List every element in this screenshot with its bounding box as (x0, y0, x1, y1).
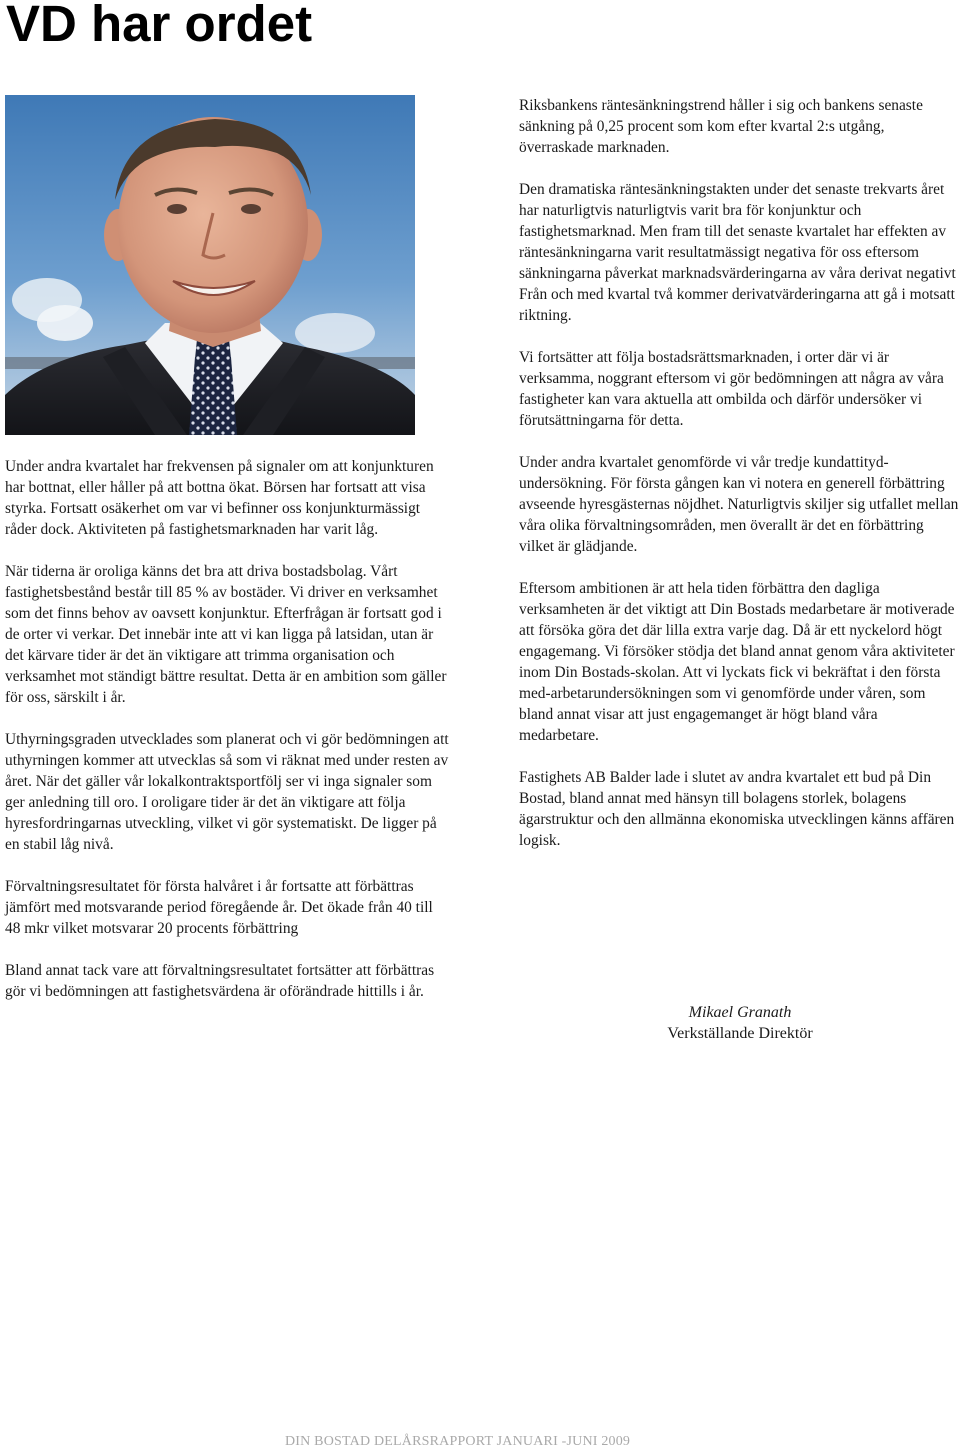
ceo-portrait-photo (5, 95, 415, 435)
paragraph: Eftersom ambitionen är att hela tiden förbättra den dagliga verksamheten är det viktigt att Din Bostads medarbetare är motiverade att försöka göra det där lilla extra varje dag. Då är ett nyckelord högt engagemang. Vi försöker stödja det bland annat genom våra aktiviteter inom Din Bostads-skolan. Att vi lyckats fick vi bekräftat i den första med-arbetarundersökningen som vi genomförde under våren, som bland annat visar att just engagemanget är högt bland våra medarbetare. (519, 580, 955, 744)
paragraph: Uthyrningsgraden utvecklades som planerat och vi gör bedömningen att uthyrningen kommer att utvecklas så som vi räknat med under resten av året. När det gäller vår lokalkontraktsportfölj ser vi inga signaler som ger anledning till oro. I oroligare tider är det än viktigare att följa hyresfordringarnas utveckling, vilket vi gör systematiskt. De ligger på en stabil låg nivå. (5, 731, 449, 853)
page-title: VD har ordet (6, 0, 313, 52)
page-footer: DIN BOSTAD DELÅRSRAPPORT JANUARI -JUNI 2009 (285, 1434, 631, 1449)
paragraph: Den dramatiska räntesänkningstakten under det senaste trekvarts året har naturligtvis naturligtvis varit bra för konjunktur och fastighetsmarknad. Men fram till det senaste kvartalet har effekten av räntesänkningarna varit resultatmässigt negativa för oss eftersom sänkningarna påverkat marknadsvärderingarna av våra derivat negativt Från och med kvartal två kommer derivatvärderingarna att gå i motsatt riktning. (519, 181, 956, 324)
paragraph: Under andra kvartalet genomförde vi vår tredje kundattityd-undersökning. För första gången kan vi notera en generell förbättring avseende hyresgästernas nöjdhet. Naturligtvis skiljer sig utfallet mellan våra olika förvaltningsområden, men överallt är det en förbättring vilket är glädjande. (519, 454, 959, 555)
paragraph: När tiderna är oroliga känns det bra att driva bostadsbolag. Vårt fastighetsbestånd består till 85 % av bostäder. Vi driver en verksamhet som det finns behov av oavsett konjunktur. Efterfrågan är fortsatt god i de orter vi verkar. Det innebär inte att vi kan ligga på latsidan, utan är det kärvare tider är det än viktigare att trimma organisation och verksamhet mot ständigt bättre resultat. Detta är en ambition som gäller för oss, särskilt i år. (5, 563, 447, 706)
signature-name: Mikael Granath (688, 1004, 792, 1021)
right-column (519, 95, 959, 872)
paragraph: Vi fortsätter att följa bostadsrättsmarknaden, i orter där vi är verksamma, noggrant eftersom vi gör bedömningen att några av våra fastigheter kan vara aktuella att ombilda och därför undersöker vi förutsättningarna för detta. (519, 349, 944, 429)
paragraph: Förvaltningsresultatet för första halvåret i år fortsatte att förbättras jämfört med motsvarande period föregående år. Det ökade från 40 till 48 mkr vilket motsvarar 20 procents förbättring (5, 878, 433, 937)
left-column (5, 456, 450, 1023)
paragraph: Riksbankens räntesänkningstrend håller i sig och bankens senaste sänkning på 0,25 procent som kom efter kvartal 2:s utgång, överraskade marknaden. (519, 97, 923, 156)
signature-role: Verkställande Direktör (667, 1025, 813, 1042)
paragraph: Bland annat tack vare att förvaltningsresultatet fortsätter att förbättras gör vi bedömningen att fastighetsvärdena är oförändrade hittills i år. (5, 962, 435, 1000)
signature-block (600, 1002, 880, 1044)
paragraph: Under andra kvartalet har frekvensen på signaler om att konjunkturen har bottnat, eller håller på att bottna ökat. Börsen har fortsatt att visa styrka. Fortsatt osäkerhet om var vi befinner oss konjunkturmässigt råder dock. Aktiviteten på fastighetsmarknaden har varit låg. (5, 458, 434, 538)
paragraph: Fastighets AB Balder lade i slutet av andra kvartalet ett bud på Din Bostad, bland annat med hänsyn till bolagens storlek, bolagens ägarstruktur och den allmänna ekonomiska utvecklingen känns affären logisk. (519, 769, 955, 849)
